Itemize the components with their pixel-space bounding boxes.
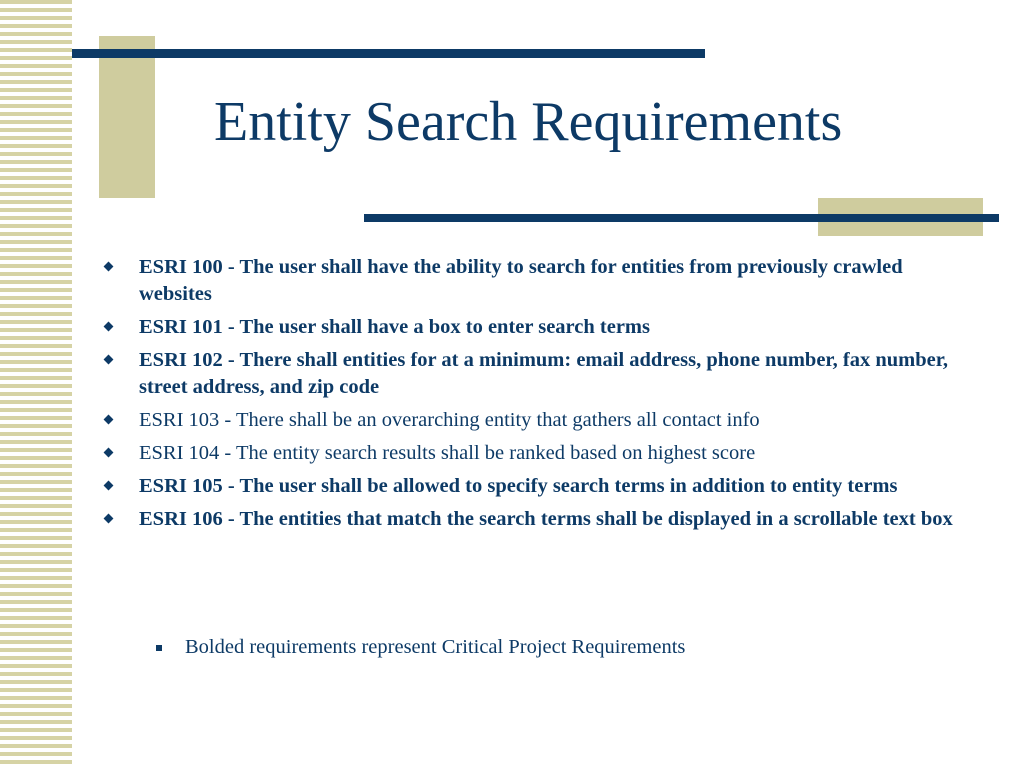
requirement-text: ESRI 100 - The user shall have the ability to search for entities from previously crawled websites — [139, 256, 903, 305]
requirements-list — [102, 254, 972, 539]
requirement-item — [102, 254, 972, 308]
requirement-item — [102, 407, 972, 434]
requirement-item — [102, 506, 972, 533]
requirement-text: ESRI 105 - The user shall be allowed to specify search terms in addition to entity terms — [139, 475, 898, 497]
requirement-text: ESRI 101 - The user shall have a box to enter search terms — [139, 316, 650, 338]
slide-title: Entity Search Requirements — [214, 91, 843, 153]
note-text: Bolded requirements represent Critical Project Requirements — [185, 636, 686, 658]
diamond-bullet-icon — [104, 415, 114, 425]
requirement-item — [102, 314, 972, 341]
accent-block-top — [99, 36, 155, 198]
requirement-item — [102, 473, 972, 500]
requirement-text: ESRI 104 - The entity search results shall be ranked based on highest score — [139, 442, 756, 464]
diamond-bullet-icon — [104, 481, 114, 491]
diamond-bullet-icon — [104, 262, 114, 272]
diamond-bullet-icon — [104, 355, 114, 365]
title-rule-top — [72, 49, 705, 58]
requirement-text: ESRI 103 - There shall be an overarching entity that gathers all contact info — [139, 409, 760, 431]
note-item — [153, 634, 685, 661]
note-list — [153, 634, 685, 661]
diamond-bullet-icon — [104, 322, 114, 332]
square-bullet-icon — [156, 645, 162, 651]
requirement-text: ESRI 106 - The entities that match the search terms shall be displayed in a scrollable text box — [139, 508, 953, 530]
diamond-bullet-icon — [104, 514, 114, 524]
title-rule-bottom — [364, 214, 999, 222]
requirement-text: ESRI 102 - There shall entities for at a minimum: email address, phone number, fax number, street address, and zip code — [139, 349, 949, 398]
diamond-bullet-icon — [104, 448, 114, 458]
requirement-item — [102, 440, 972, 467]
requirement-item — [102, 347, 972, 401]
decorative-stripe-band — [0, 0, 72, 768]
